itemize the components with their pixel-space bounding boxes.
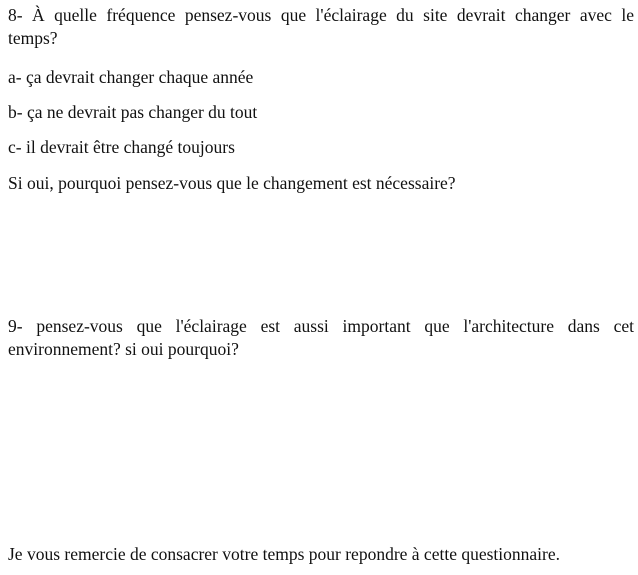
question-9-text-line-1: 9- pensez-vous que l'éclairage est aussi important que l'architecture dans cet (8, 316, 634, 336)
question-8-option-c: c- il devrait être changé toujours (8, 137, 235, 157)
question-8-text-line-2: temps? (8, 28, 58, 48)
question-8-answer-space (0, 200, 638, 310)
question-8-option-b: b- ça ne devrait pas changer du tout (8, 102, 258, 122)
question-8-text-line-1: 8- À quelle fréquence pensez-vous que l'éclairage du site devrait changer avec le (8, 5, 634, 25)
question-8-option-a: a- ça devrait changer chaque année (8, 67, 254, 87)
closing-thanks: Je vous remercie de consacrer votre temps pour repondre à cette questionnaire. (8, 544, 560, 564)
question-9-text-line-2: environnement? si oui pourquoi? (8, 339, 239, 359)
question-8-followup: Si oui, pourquoi pensez-vous que le changement est nécessaire? (8, 173, 456, 193)
question-9-answer-space (0, 365, 638, 540)
